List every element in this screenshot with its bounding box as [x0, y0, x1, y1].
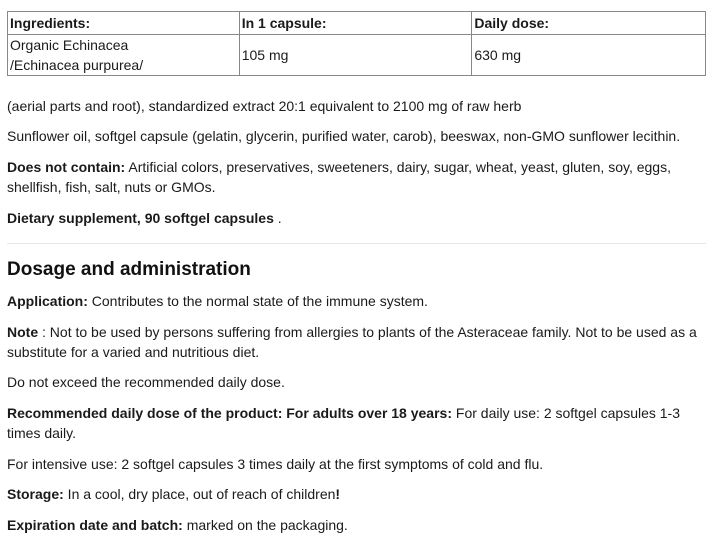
storage-text: In a cool, dry place, out of reach of children: [63, 486, 336, 502]
storage-label: Storage:: [7, 486, 64, 502]
section-divider: [7, 243, 706, 244]
supplement-paragraph: [7, 208, 707, 228]
per-capsule-amount: 105 mg: [239, 35, 472, 76]
recommended-dose-paragraph: [7, 403, 707, 443]
does-not-contain-label: Does not contain:: [7, 159, 126, 175]
ingredient-latin-name: /Echinacea purpurea/: [10, 57, 144, 73]
does-not-contain-text: Artificial colors, preservatives, sweeteners, dairy, sugar, wheat, yeast, gluten, soy, eggs, shellfish, fish, salt, nuts or GMOs.: [7, 159, 671, 195]
header-in-1-capsule: In 1 capsule:: [239, 12, 472, 35]
table-row: [8, 35, 706, 76]
expiration-paragraph: [7, 515, 707, 535]
ingredients-table-header-row: [8, 12, 706, 35]
recommended-dose-text: For daily use: 2 softgel capsules 1-3 times daily.: [7, 405, 681, 441]
does-not-contain-paragraph: [7, 157, 707, 197]
note-text: : Not to be used by persons suffering from allergies to plants of the Asteraceae family. Not to be used as a substitute for a varied and nutritious diet.: [7, 324, 697, 360]
intensive-use-paragraph: For intensive use: 2 softgel capsules 3 times daily at the first symptoms of cold and flu.: [7, 456, 544, 472]
daily-dose-amount: 630 mg: [472, 35, 706, 76]
header-daily-dose: Daily dose:: [472, 12, 706, 35]
note-label: Note: [7, 324, 39, 340]
storage-exclamation: !: [335, 486, 341, 502]
recommended-dose-label: Recommended daily dose of the product: For adults over 18 years:: [7, 405, 452, 421]
ingredient-name-cell: [8, 35, 240, 76]
supplement-label: Dietary supplement, 90 softgel capsules: [7, 210, 274, 226]
application-text: Contributes to the normal state of the immune system.: [87, 293, 428, 309]
do-not-exceed-paragraph: Do not exceed the recommended daily dose.: [7, 374, 285, 390]
dosage-heading: Dosage and administration: [7, 259, 251, 280]
supplement-suffix: .: [273, 210, 282, 226]
expiration-label: Expiration date and batch:: [7, 517, 183, 533]
ingredient-name: Organic Echinacea: [10, 37, 129, 53]
application-paragraph: [7, 291, 707, 311]
expiration-text: marked on the packaging.: [182, 517, 348, 533]
other-ingredients: Sunflower oil, softgel capsule (gelatin, glycerin, purified water, carob), beeswax, non-GMO sunflower lecithin.: [7, 128, 681, 144]
application-label: Application:: [7, 293, 88, 309]
note-paragraph: [7, 322, 707, 362]
extract-note: (aerial parts and root), standardized extract 20:1 equivalent to 2100 mg of raw herb: [7, 98, 522, 114]
header-ingredients: Ingredients:: [8, 12, 240, 35]
ingredients-table: [7, 11, 706, 76]
storage-paragraph: [7, 484, 707, 504]
